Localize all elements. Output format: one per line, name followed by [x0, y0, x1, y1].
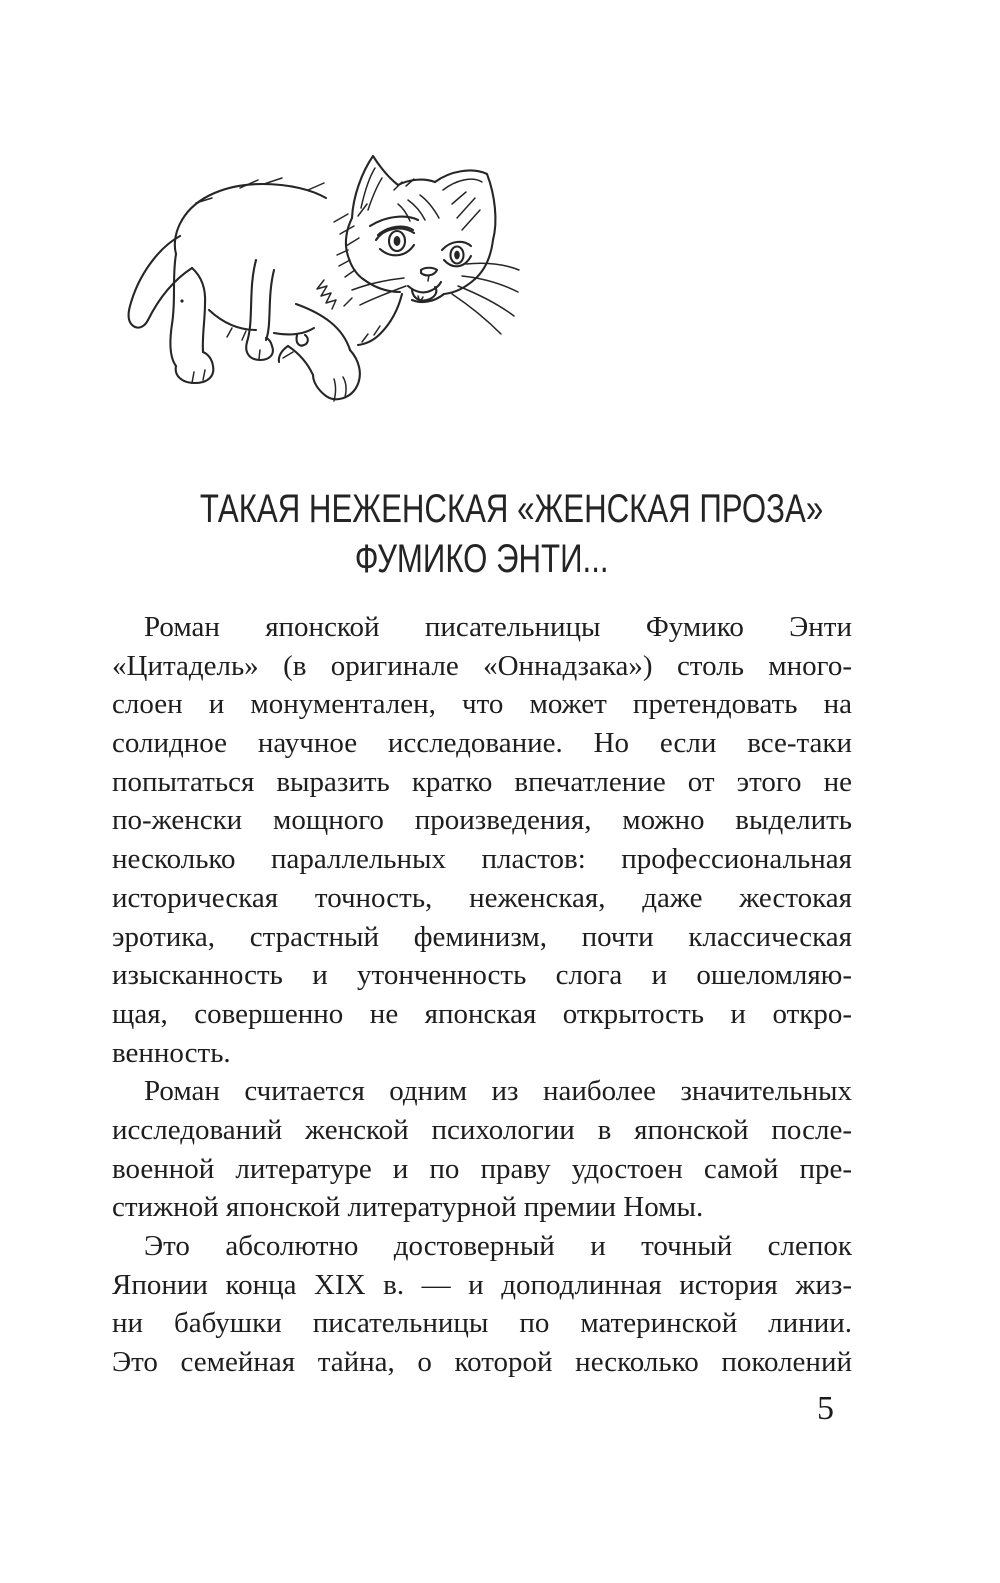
kitten-head	[337, 156, 495, 302]
paragraph	[112, 1072, 852, 1227]
kitten-front-leg	[279, 304, 360, 401]
text-line: Японии конца XIX в. — и доподлинная история жиз-	[112, 1268, 852, 1301]
kitten-eyes	[370, 217, 471, 267]
text-line: Это абсолютно достоверный и точный слепок	[144, 1230, 852, 1262]
kitten-hind-leg	[170, 254, 213, 383]
text-line: Роман японской писательницы Фумико Энти	[144, 611, 852, 643]
kitten-muzzle	[408, 268, 441, 302]
kitten-illustration	[112, 128, 524, 416]
text-line: эротика, страстный феминизм, почти классическая	[112, 920, 852, 953]
body-text	[112, 608, 852, 1382]
page-number: 5	[817, 1390, 834, 1427]
chapter-title	[112, 484, 852, 584]
text-line: щая, совершенно не японская открытость и откро-	[112, 997, 852, 1030]
text-line: несколько параллельных пластов: профессиональная	[112, 843, 852, 876]
text-line: Роман считается одним из наиболее значительных	[144, 1075, 852, 1108]
text-line: по-женски мощного произведения, можно выделить	[112, 804, 852, 837]
paragraph	[112, 1227, 852, 1382]
chapter-title-line1: ТАКАЯ НЕЖЕНСКАЯ «ЖЕНСКАЯ ПРОЗА»	[199, 487, 824, 531]
text-line: ни бабушки писательницы по материнской линии.	[112, 1307, 852, 1340]
text-line: «Цитадель» (в оригинале «Оннадзака») столь много-	[112, 649, 852, 682]
paragraph	[112, 608, 852, 1072]
text-line: слоен и монументален, что может претендовать на	[112, 688, 852, 721]
chapter-title-line2: ФУМИКО ЭНТИ...	[355, 537, 609, 581]
kitten-tail	[129, 236, 192, 328]
text-line: стижной японской литературной премии Номы.	[112, 1191, 704, 1224]
text-line: солидное научное исследование. Но если все-таки	[112, 727, 852, 760]
text-line: историческая точность, неженская, даже жестокая	[112, 881, 852, 914]
text-line: военной литературе и по праву удостоен самой пре-	[112, 1152, 852, 1185]
text-line: исследований женской психологии в японской после-	[112, 1113, 852, 1146]
text-line: Это семейная тайна, о которой несколько поколений	[112, 1346, 852, 1379]
text-line: венность.	[112, 1036, 231, 1069]
text-line: изысканность и утонченность слога и ошеломляю-	[112, 959, 852, 992]
kitten-far-leg	[246, 260, 274, 360]
text-line: попытаться выразить кратко впечатление от этого не	[112, 765, 852, 798]
